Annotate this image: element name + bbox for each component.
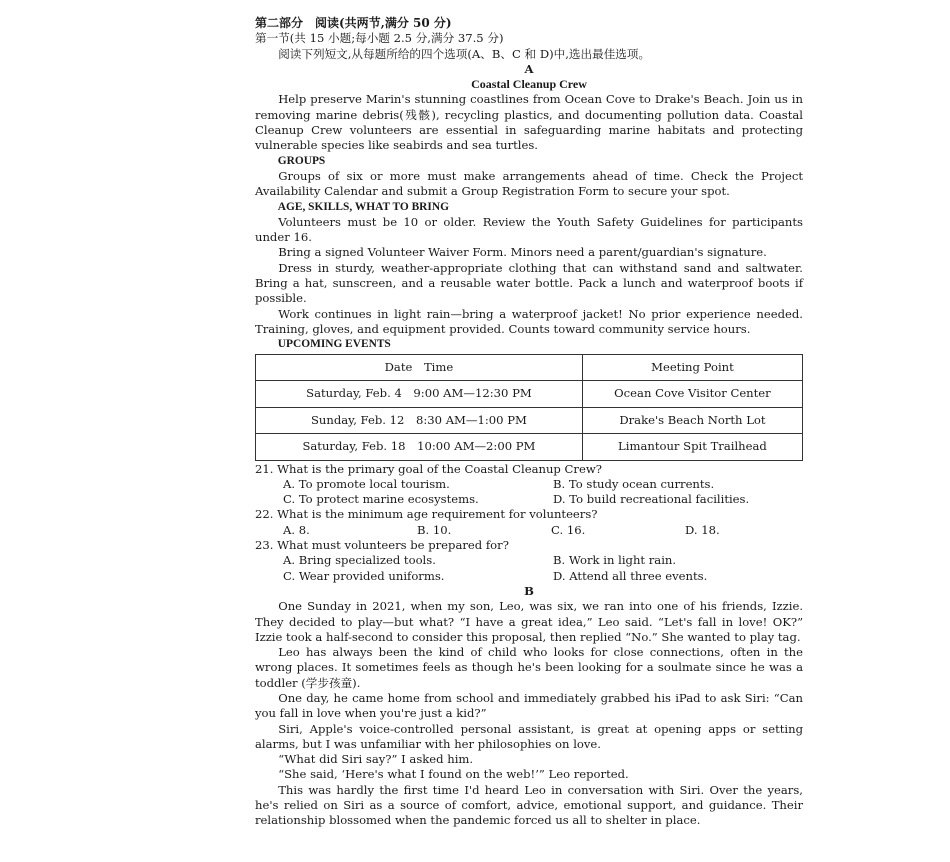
question-23-options	[255, 553, 803, 584]
passage-b-paragraph: “What did Siri say?” I asked him.	[278, 752, 474, 767]
option: D. 18.	[685, 522, 720, 537]
table-row	[256, 407, 803, 434]
table-cell: Saturday, Feb. 4 9:00 AM—12:30 PM	[256, 381, 583, 408]
passage-b-letter: B	[524, 583, 534, 598]
subsection-header: 第一节(共 15 小题;每小题 2.5 分,满分 37.5 分)	[255, 31, 504, 46]
events-table	[255, 354, 803, 461]
table-header-row	[256, 354, 803, 381]
instruction: 阅读下列短文,从每题所给的四个选项(A、B、C 和 D)中,选出最佳选项。	[278, 46, 651, 61]
option: C. Wear provided uniforms.	[283, 568, 445, 583]
table-row	[256, 434, 803, 461]
passage-b-paragraph: One day, he came home from school and immediately grabbed his iPad to ask Siri: “Can you fall in love when you're just a kid?”	[255, 690, 803, 721]
groups-heading: GROUPS	[277, 154, 326, 167]
question-22-stem: 22. What is the minimum age requirement for volunteers?	[255, 507, 598, 522]
groups-text: Groups of six or more must make arrangements ahead of time. Check the Project Availability Calendar and submit a Group Registration Form to secure your spot.	[255, 168, 803, 199]
passage-b-paragraph: Siri, Apple's voice-controlled personal assistant, is great at opening apps or setting alarms, but I was unfamiliar with her philosophies on love.	[255, 721, 803, 751]
option: C. To protect marine ecosystems.	[283, 492, 479, 507]
table-header-cell: Meeting Point	[582, 354, 802, 381]
option: B. 10.	[417, 522, 452, 537]
age-heading: AGE, SKILLS, WHAT TO BRING	[277, 200, 449, 213]
age-paragraph-2: Bring a signed Volunteer Waiver Form. Minors need a parent/guardian's signature.	[278, 245, 767, 260]
passage-a-letter: A	[524, 61, 534, 76]
age-paragraph-1: Volunteers must be 10 or older. Review the Youth Safety Guidelines for participants under 16.	[255, 214, 803, 245]
exam-page	[255, 16, 803, 829]
table-cell: Sunday, Feb. 12 8:30 AM—1:00 PM	[256, 407, 583, 434]
passage-b-paragraph: “She said, ‘Here's what I found on the web!’” Leo reported.	[278, 767, 629, 782]
question-23-stem: 23. What must volunteers be prepared for?	[255, 538, 509, 553]
table-cell: Ocean Cove Visitor Center	[582, 381, 802, 408]
option: D. To build recreational facilities.	[553, 492, 750, 507]
section-header: 第二部分 阅读(共两节,满分 50 分)	[255, 16, 452, 30]
events-heading: UPCOMING EVENTS	[277, 338, 391, 351]
passage-b-paragraph: This was hardly the first time I'd heard Leo in conversation with Siri. Over the years, he's relied on Siri as a source of comfort, advice, emotional support, and guidance. Their relationship blossomed when the pandemic forced us all to shelter in place.	[255, 782, 803, 828]
option: A. 8.	[283, 522, 310, 537]
table-cell: Drake's Beach North Lot	[582, 407, 802, 434]
option: A. To promote local tourism.	[283, 476, 450, 491]
option: B. To study ocean currents.	[553, 476, 715, 491]
passage-b-paragraph: One Sunday in 2021, when my son, Leo, was six, we ran into one of his friends, Izzie. They decided to play—but what? “I have a great idea,” Leo said. “Let's fall in love! OK?” Izzie took a half-second to consider this proposal, then replied “No.” She wanted to play tag.	[255, 599, 803, 644]
age-paragraph-3: Dress in sturdy, weather-appropriate clothing that can withstand sand and saltwater. Bring a hat, sunscreen, and a reusable water bottle. Pack a lunch and waterproof boots if possible.	[255, 260, 803, 306]
passage-a-title: Coastal Cleanup Crew	[471, 77, 587, 92]
table-header-cell: Date Time	[256, 354, 583, 381]
question-21-stem: 21. What is the primary goal of the Coastal Cleanup Crew?	[255, 461, 602, 476]
option: D. Attend all three events.	[553, 568, 708, 583]
passage-b-paragraph: Leo has always been the kind of child who looks for close connections, often in the wrong places. It sometimes feels as though he's been looking for a soulmate since he was a toddler (学步孩童).	[255, 645, 803, 690]
question-21-options	[255, 477, 803, 508]
option: A. Bring specialized tools.	[283, 553, 436, 568]
passage-a-intro: Help preserve Marin's stunning coastlines from Ocean Cove to Drake's Beach. Join us in removing marine debris(残骸), recycling plastics, and documenting pollution data. Coastal Cleanup Crew volunteers are essential in safeguarding marine habitats and protecting vulnerable species like seabirds and sea turtles.	[255, 92, 803, 153]
option: B. Work in light rain.	[553, 553, 677, 568]
age-paragraph-4: Work continues in light rain—bring a waterproof jacket! No prior experience needed. Training, gloves, and equipment provided. Counts toward community service hours.	[255, 306, 803, 336]
table-row	[256, 381, 803, 408]
option: C. 16.	[551, 522, 586, 537]
question-22-options	[255, 523, 803, 538]
table-cell: Saturday, Feb. 18 10:00 AM—2:00 PM	[256, 434, 583, 461]
table-cell: Limantour Spit Trailhead	[582, 434, 802, 461]
